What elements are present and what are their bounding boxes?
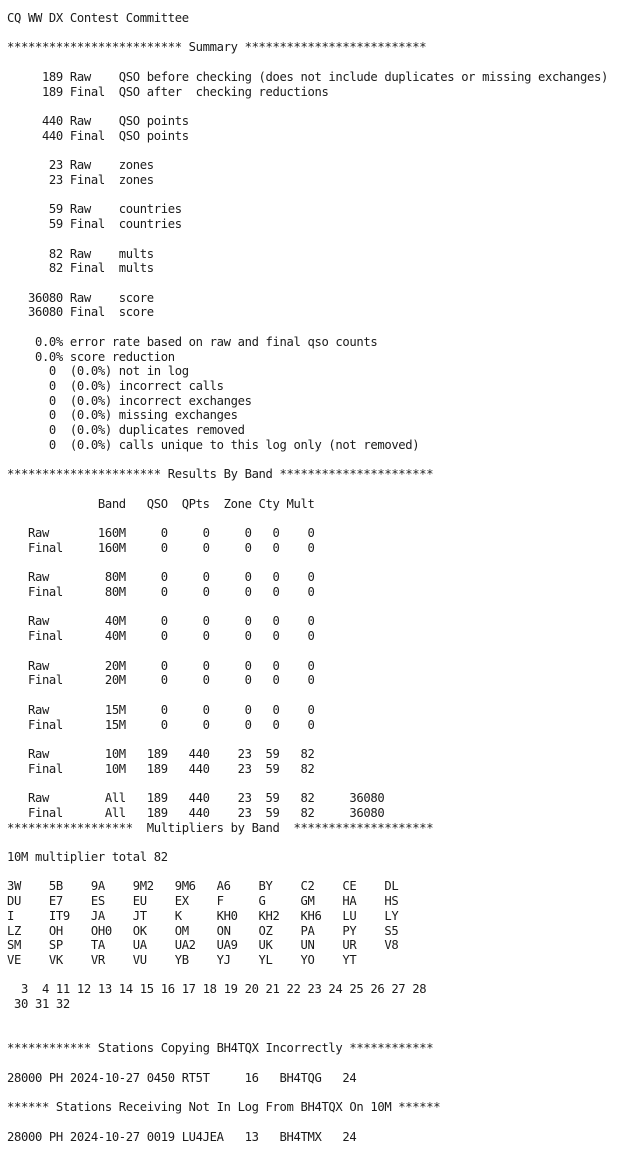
blank-line [7, 55, 640, 70]
blank-line [7, 732, 640, 747]
report-line: DU E7 ES EU EX F G GM HA HS [7, 894, 399, 909]
report-line: Final 15M 0 0 0 0 0 [7, 717, 315, 732]
blank-line [7, 688, 640, 703]
report-line: Raw 15M 0 0 0 0 0 [7, 702, 315, 717]
blank-line [7, 1056, 640, 1071]
report-line: 23 Raw zones [7, 158, 154, 173]
blank-line [7, 1027, 640, 1042]
report-line: 36080 Final score [7, 305, 154, 320]
blank-line [7, 99, 640, 114]
report-line: 36080 Raw score [7, 290, 154, 305]
report-line: Final All 189 440 23 59 82 36080 [7, 805, 385, 820]
report-line: 440 Raw QSO points [7, 114, 189, 129]
report-line: VE VK VR VU YB YJ YL YO YT [7, 953, 357, 967]
report-line: 189 Raw QSO before checking (does not include duplicates or missing exchanges) [7, 69, 608, 84]
section-header: ************ Stations Copying BH4TQX Incorrectly ************ [7, 1041, 434, 1056]
report-line: 0.0% score reduction [7, 349, 175, 364]
report-line: Raw 80M 0 0 0 0 0 [7, 570, 315, 585]
section-header: ****************** Multipliers by Band ******************** [7, 820, 434, 835]
blank-line [7, 1115, 640, 1130]
report-line: 0 (0.0%) missing exchanges [7, 408, 238, 423]
blank-line [7, 276, 640, 291]
blank-line [7, 511, 640, 526]
blank-line [7, 188, 640, 203]
section-header: ********************** Results By Band ********************** [7, 467, 434, 482]
blank-line [7, 776, 640, 791]
report-line: 59 Raw countries [7, 202, 182, 217]
blank-line [7, 143, 640, 158]
blank-line [7, 865, 640, 880]
report-line: 30 31 32 [7, 997, 70, 1012]
report-line: 0.0% error rate based on raw and final qso counts [7, 334, 378, 349]
report-line: 82 Raw mults [7, 246, 154, 261]
report-line: Final 160M 0 0 0 0 0 [7, 540, 315, 555]
blank-line [7, 1085, 640, 1100]
blank-line [7, 644, 640, 659]
report-line: Band QSO QPts Zone Cty Mult [7, 496, 315, 511]
report-line: 28000 PH 2024-10-27 0019 LU4JEA 13 BH4TMX 24 [7, 1129, 357, 1144]
report-line: 3W 5B 9A 9M2 9M6 A6 BY C2 CE DL [7, 879, 399, 894]
report-line: 440 Final QSO points [7, 128, 189, 143]
blank-line [7, 968, 640, 983]
report-line: Raw 20M 0 0 0 0 0 [7, 658, 315, 673]
report-line: I IT9 JA JT K KH0 KH2 KH6 LU LY [7, 908, 399, 923]
blank-line [7, 482, 640, 497]
report-line: 3 4 11 12 13 14 15 16 17 18 19 20 21 22 23 24 25 26 27 28 [7, 982, 427, 997]
blank-line [7, 26, 640, 41]
report-title: CQ WW DX Contest Committee [7, 11, 189, 25]
report-line: 28000 PH 2024-10-27 0450 RT5T 16 BH4TQG 24 [7, 1070, 357, 1085]
blank-line [7, 835, 640, 850]
section-header: ****** Stations Receiving Not In Log From BH4TQX On 10M ****** [7, 1100, 441, 1115]
report-line: Final 40M 0 0 0 0 0 [7, 629, 315, 644]
report-line: 0 (0.0%) calls unique to this log only (not removed) [7, 437, 420, 452]
report-line: 0 (0.0%) duplicates removed [7, 423, 245, 438]
report-line: SM SP TA UA UA2 UA9 UK UN UR V8 [7, 938, 399, 953]
report-line: 82 Final mults [7, 261, 154, 276]
report-line: Final 20M 0 0 0 0 0 [7, 673, 315, 688]
report-line: 0 (0.0%) incorrect calls [7, 378, 224, 393]
report-line: LZ OH OH0 OK OM ON OZ PA PY S5 [7, 923, 399, 938]
report-line: 0 (0.0%) incorrect exchanges [7, 393, 252, 408]
section-header: ************************* Summary ************************** [7, 40, 427, 55]
report-line: 189 Final QSO after checking reductions [7, 84, 329, 99]
blank-line [7, 232, 640, 247]
report-line: Raw All 189 440 23 59 82 36080 [7, 791, 385, 806]
blank-line [7, 1012, 640, 1027]
report-line: 23 Final zones [7, 172, 154, 187]
report-line: 59 Final countries [7, 217, 182, 232]
report-line: Raw 40M 0 0 0 0 0 [7, 614, 315, 629]
report-line: 10M multiplier total 82 [7, 849, 168, 864]
report-line: Raw 160M 0 0 0 0 0 [7, 526, 315, 541]
blank-line [7, 453, 640, 468]
blank-line [7, 600, 640, 615]
blank-line [7, 556, 640, 571]
report-line: Final 10M 189 440 23 59 82 [7, 761, 315, 776]
report-line: 0 (0.0%) not in log [7, 364, 189, 379]
report-line: Raw 10M 189 440 23 59 82 [7, 746, 315, 761]
blank-line [7, 320, 640, 335]
report-line: Final 80M 0 0 0 0 0 [7, 585, 315, 600]
